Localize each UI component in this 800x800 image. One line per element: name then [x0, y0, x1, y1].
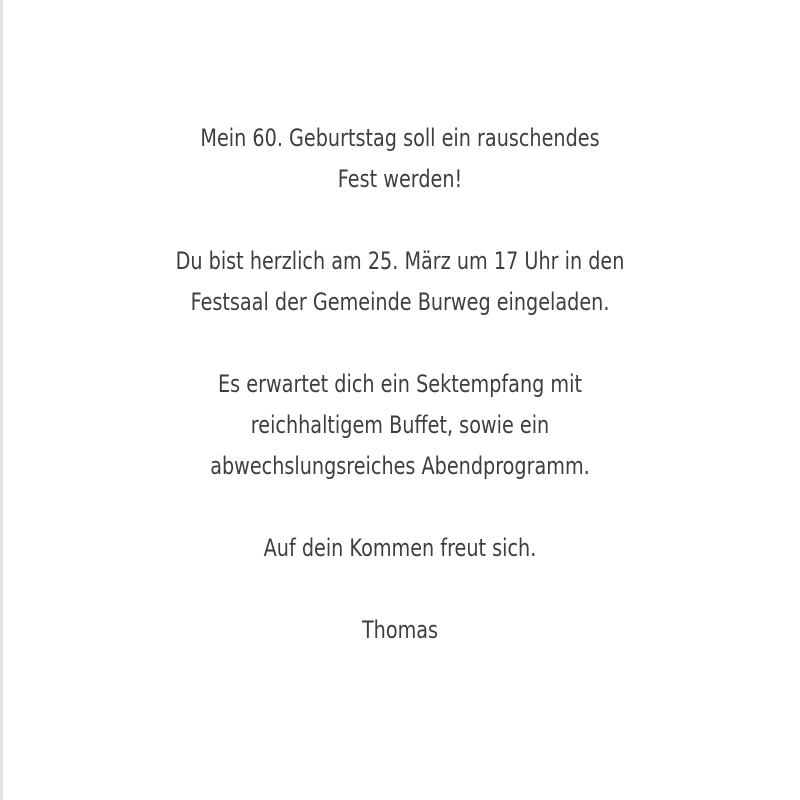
- invitation-text: [80, 118, 720, 651]
- paragraph-program: [80, 364, 720, 487]
- left-border: [0, 0, 3, 800]
- text-line: Fest werden!: [337, 165, 463, 193]
- text-line: Es erwartet dich ein Sektempfang mit: [218, 370, 582, 398]
- text-line: Mein 60. Geburtstag soll ein rauschendes: [200, 124, 600, 152]
- paragraph-spacer: [80, 487, 720, 528]
- paragraph-announcement: [80, 118, 720, 200]
- paragraph-spacer: [80, 569, 720, 610]
- signature-name: Thomas: [361, 616, 439, 644]
- text-line: Festsaal der Gemeinde Burweg eingeladen.: [190, 288, 610, 316]
- paragraph-spacer: [80, 323, 720, 364]
- text-line: reichhaltigem Buffet, sowie ein: [250, 411, 550, 439]
- paragraph-date-location: [80, 241, 720, 323]
- paragraph-closing: [80, 528, 720, 569]
- text-line: abwechslungsreiches Abendprogramm.: [210, 452, 590, 480]
- text-line: Du bist herzlich am 25. März um 17 Uhr in den: [175, 247, 625, 275]
- signature: [80, 610, 720, 651]
- paragraph-spacer: [80, 200, 720, 241]
- text-line: Auf dein Kommen freut sich.: [263, 534, 537, 562]
